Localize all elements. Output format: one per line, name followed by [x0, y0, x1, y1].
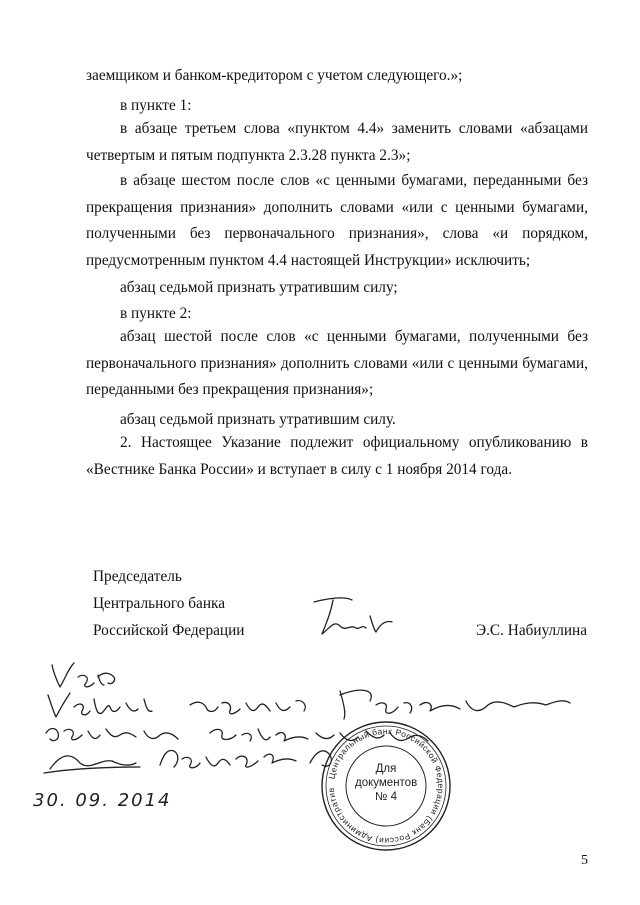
signatory-title-line2: Центрального банка [93, 595, 226, 612]
paragraph-amend-6: в абзаце шестом после слов «с ценными бумагами, переданными без прекращения признания» дополнить словами «или с ценными бумагами, полученными без первоначального признания», слова «и порядком, предусмотренным пунктом 4.4 настоящей Инструкции» исключить; [86, 172, 588, 269]
handwritten-certification-icon [40, 655, 580, 785]
page-number: 5 [581, 853, 588, 868]
paragraph-point-2-amend-7: абзац седьмой признать утратившим силу. [120, 411, 396, 428]
signatory-title-line1: Председатель [93, 568, 182, 585]
paragraph-point-2: в пункте 2: [120, 305, 192, 322]
paragraph-continuation: заемщиком и банком-кредитором с учетом следующего.»; [86, 67, 463, 84]
signatory-title-line3: Российской Федерации [93, 622, 245, 639]
seal-center-text [355, 762, 417, 804]
paragraph-point-2-amend-6: абзац шестой после слов «с ценными бумагами, полученными без первоначального признания» дополнить словами «или с ценными бумагами, переданными без прекращения признания»; [86, 328, 588, 398]
certification-date: 30. 09. 2014 [33, 790, 172, 811]
seal-line-1: Для [375, 763, 397, 775]
paragraph-effective-date: 2. Настоящее Указание подлежит официальному опубликованию в «Вестнике Банка России» и вступает в силу с 1 ноября 2014 года. [86, 434, 588, 478]
paragraph-amend-7: абзац седьмой признать утратившим силу; [120, 279, 398, 296]
svg-text:Центральный банк Российской Фе: Центральный банк Российской Федерации (Банк России) Административный департамент [314, 710, 447, 847]
paragraph-amend-3: в абзаце третьем слова «пунктом 4.4» заменить словами «абзацами четвертым и пятым подпункта 2.3.28 пункта 2.3»; [86, 120, 588, 164]
seal-line-2: документов [355, 777, 418, 789]
handwritten-signature-icon [300, 590, 410, 645]
paragraph-point-1: в пункте 1: [120, 97, 192, 114]
signatory-name: Э.С. Набиуллина [476, 622, 587, 639]
seal-line-3: № 4 [375, 791, 397, 803]
